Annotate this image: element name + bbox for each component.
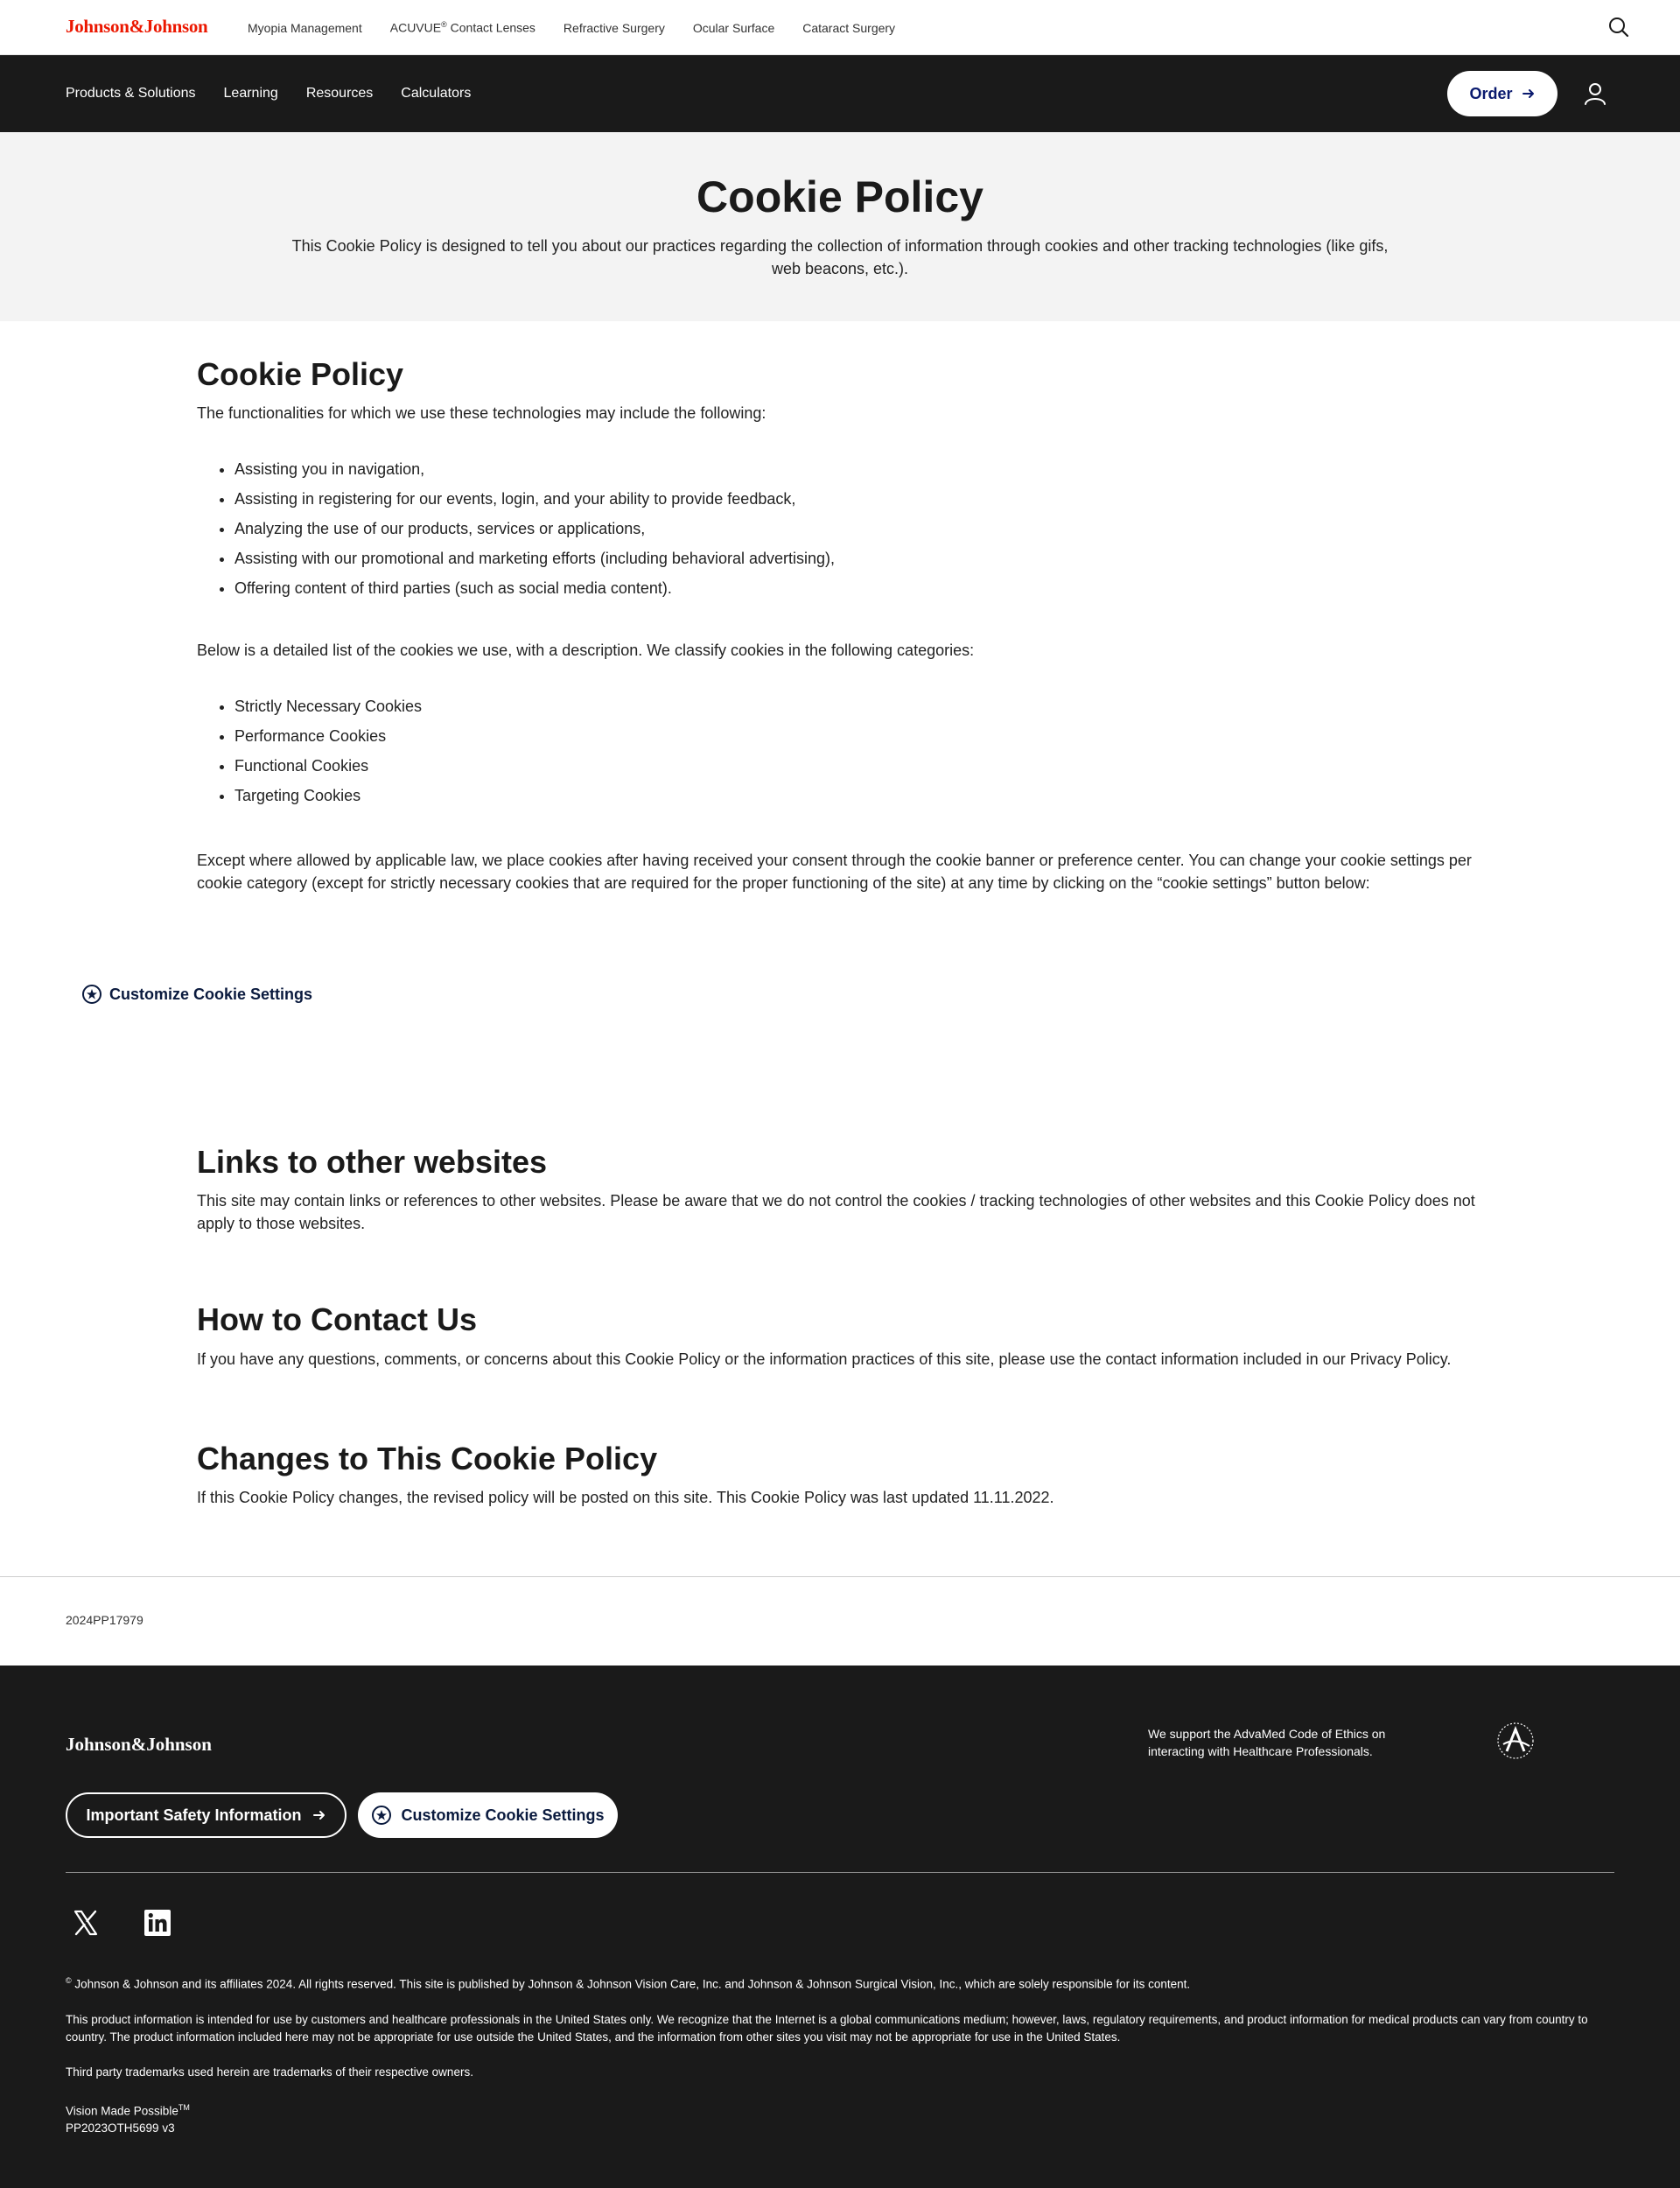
list-item: • Targeting Cookies xyxy=(234,781,1492,810)
list-item: • Assisting with our promotional and marketing efforts (including behavioral advertising), xyxy=(234,543,1492,573)
links-text: This site may contain links or references to other websites. Please be aware that we do not control the cookies / tracking technologies of other websites and this Cookie Policy does not apply to those websites. xyxy=(197,1192,1475,1233)
footer-cookie-label: Customize Cookie Settings xyxy=(401,1806,605,1824)
arrow-right-icon xyxy=(312,1808,326,1822)
advamed-logo-icon xyxy=(1496,1722,1535,1760)
customize-cookie-label: Customize Cookie Settings xyxy=(109,985,313,1003)
consent-text: Except where allowed by applicable law, we place cookies after having received your consent through the cookie banner or preference center. You can change your cookie settings per cookie category (except for strictly necessary cookies that are required for the proper functioning of the site) at any time by clicking on the “cookie settings” button below: xyxy=(197,852,1472,893)
list-item: • Offering content of third parties (such as social media content). xyxy=(234,573,1492,603)
footer-logo[interactable]: Johnson&Johnson xyxy=(66,1734,212,1755)
list-item: • Analyzing the use of our products, services or applications, xyxy=(234,514,1492,543)
changes-heading: Changes to This Cookie Policy xyxy=(197,1440,658,1476)
footer xyxy=(0,1666,1680,2188)
list-item: • Assisting in registering for our events, login, and your ability to provide feedback, xyxy=(234,484,1492,514)
order-button[interactable] xyxy=(1447,71,1558,116)
brand-logo[interactable]: Johnson&Johnson xyxy=(66,16,208,37)
disclaimer: This product information is intended for use by customers and healthcare professionals in the United States only. We recognize that the Internet is a global communications medium; however, laws, regulatory requirements, and product information for medical products can vary from country to country. The product information included here may not be appropriate for use outside the United States, and the information from other sites you visit may not be appropriate for use in the United States. xyxy=(66,2012,1588,2044)
tagline: Vision Made Possible™ xyxy=(66,2102,190,2117)
footer-code: PP2023OTH5699 v3 xyxy=(66,2121,175,2135)
top-links xyxy=(248,0,923,55)
cookie-settings-icon xyxy=(81,984,102,1005)
hero xyxy=(0,132,1680,321)
hero-description: This Cookie Policy is designed to tell you about our practices regarding the collection of information through cookies and other tracking technologies (like gifs, web beacons, etc.). xyxy=(291,237,1389,277)
contact-text: If you have any questions, comments, or concerns about this Cookie Policy or the information practices of this site, please use the contact information included in our Privacy Policy. xyxy=(197,1350,1452,1368)
categories-list xyxy=(234,691,1492,810)
functions-list xyxy=(234,454,1492,603)
advamed-statement: We support the AdvaMed Code of Ethics on interacting with Healthcare Professionals. xyxy=(1148,1727,1386,1758)
x-icon[interactable] xyxy=(72,1909,100,1937)
linkedin-icon[interactable] xyxy=(144,1909,172,1937)
top-nav-ocular-surface[interactable]: Ocular Surface xyxy=(692,20,775,35)
customize-cookie-settings-link[interactable] xyxy=(81,984,312,1005)
arrow-right-icon xyxy=(1522,87,1536,101)
footer-divider xyxy=(66,1872,1614,1873)
list-item: • Assisting you in navigation, xyxy=(234,454,1492,484)
list-item: • Strictly Necessary Cookies xyxy=(234,691,1492,721)
legal-text xyxy=(66,1972,1614,2137)
contact-heading: How to Contact Us xyxy=(197,1301,477,1338)
main-links xyxy=(66,55,499,132)
links-heading: Links to other websites xyxy=(197,1144,548,1181)
divider xyxy=(0,1576,1680,1577)
top-nav-myopia-management[interactable]: Myopia Management xyxy=(248,20,362,35)
page-code: 2024PP17979 xyxy=(66,1613,144,1627)
list-item: • Functional Cookies xyxy=(234,751,1492,781)
cookie-policy-heading: Cookie Policy xyxy=(197,356,404,392)
top-nav xyxy=(0,0,1680,55)
top-nav-cataract-surgery[interactable]: Cataract Surgery xyxy=(802,20,896,35)
user-icon[interactable] xyxy=(1584,81,1606,106)
cookie-settings-icon xyxy=(371,1805,392,1826)
nav-learning[interactable]: Learning xyxy=(223,86,278,101)
categories-intro: Below is a detailed list of the cookies we use, with a description. We classify cookies in the following categories: xyxy=(197,642,975,660)
changes-text: If this Cookie Policy changes, the revised policy will be posted on this site. This Cookie Policy was last updated 11.11.2022. xyxy=(197,1488,1054,1506)
top-nav-acuvue[interactable]: ACUVUE® Contact Lenses xyxy=(389,20,536,35)
functions-intro: The functionalities for which we use these technologies may include the following: xyxy=(197,404,766,423)
order-label: Order xyxy=(1469,84,1513,102)
search-icon[interactable] xyxy=(1607,16,1630,39)
main-nav xyxy=(0,55,1680,132)
important-safety-information-button[interactable] xyxy=(66,1792,346,1838)
copyright: © Johnson & Johnson and its affiliates 2024. All rights reserved. This site is published by Johnson & Johnson Vision Care, Inc. and Johnson & Johnson Surgical Vision, Inc., which are solely responsible for its content. xyxy=(66,1976,1191,1991)
page-title: Cookie Policy xyxy=(696,172,984,221)
nav-calculators[interactable]: Calculators xyxy=(401,86,472,101)
main-content xyxy=(197,321,1492,1509)
nav-products-solutions[interactable]: Products & Solutions xyxy=(66,86,196,101)
footer-customize-cookie-button[interactable] xyxy=(358,1792,618,1838)
safety-label: Important Safety Information xyxy=(86,1806,302,1824)
top-nav-refractive-surgery[interactable]: Refractive Surgery xyxy=(563,20,665,35)
list-item: • Performance Cookies xyxy=(234,721,1492,751)
trademarks: Third party trademarks used herein are trademarks of their respective owners. xyxy=(66,2065,473,2079)
nav-resources[interactable]: Resources xyxy=(305,86,374,101)
